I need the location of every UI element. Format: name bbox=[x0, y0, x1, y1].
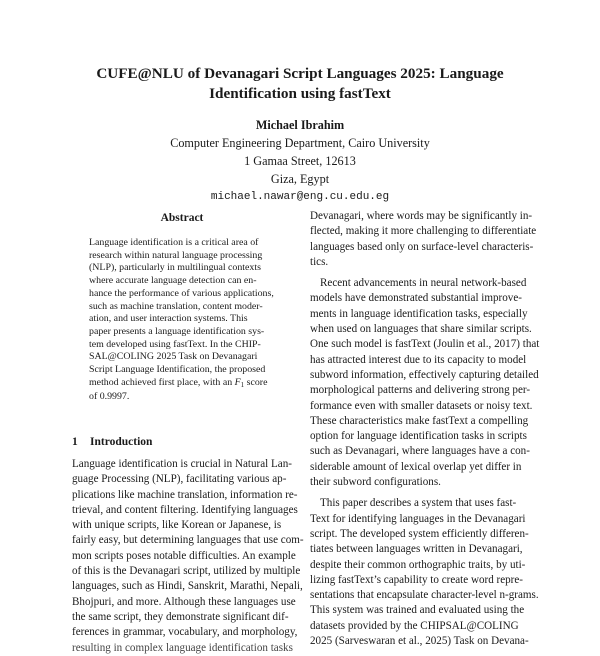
body-line: script. The developed system efficiently differen- bbox=[310, 527, 529, 540]
body-line: languages, such as Hindi, Sanskrit, Marathi, Nepali, bbox=[72, 580, 303, 593]
abstract-line: ation, and user interaction systems. This bbox=[89, 313, 248, 325]
body-line: Devanagari, where words may be significantly in- bbox=[310, 210, 533, 222]
title-line: Identification using fastText bbox=[209, 85, 391, 102]
body-line: with unique scripts, like Korean or Japanese, is bbox=[72, 519, 282, 532]
author-street: 1 Gamaa Street, 12613 bbox=[244, 154, 356, 168]
abstract-body bbox=[89, 237, 275, 404]
abstract-line: of 0.9997. bbox=[89, 391, 130, 403]
abstract-line-score bbox=[89, 377, 275, 392]
body-line: guage Processing (NLP), facilitating various ap- bbox=[72, 473, 287, 486]
body-line: lizing fastText’s capability to create word repre- bbox=[310, 573, 523, 586]
abstract-line: Script Language Identification, the proposed bbox=[89, 364, 266, 376]
body-line: Language identification is crucial in Natural Lan- bbox=[72, 458, 292, 470]
body-line: Text for identifying languages in the Devanagari bbox=[310, 512, 526, 525]
abstract-line: research within natural language processing bbox=[89, 249, 263, 261]
score-prefix: method achieved first place, with an bbox=[89, 376, 235, 388]
author-city: Giza, Egypt bbox=[270, 172, 330, 186]
body-line: of this is the Devanagari script, utilized by multiple bbox=[72, 565, 301, 578]
body-line: their subword configurations. bbox=[310, 476, 441, 489]
abstract-line: SAL@COLING 2025 Task on Devanagari bbox=[89, 351, 258, 363]
abstract-heading: Abstract bbox=[160, 212, 204, 224]
body-line: morphological patterns and delivering strong per- bbox=[310, 384, 531, 397]
body-line: the same script, they demonstrate significant dif- bbox=[72, 610, 289, 623]
left-column-body bbox=[72, 457, 304, 656]
abstract-line: Language identification is a critical area of bbox=[89, 237, 259, 248]
section-title: Introduction bbox=[90, 436, 153, 448]
body-line: These characteristics make fastText a compelling bbox=[310, 414, 529, 427]
body-line: mon scripts poses notable difficulties. An example bbox=[72, 549, 296, 562]
abstract-line: such as machine translation, content moder- bbox=[89, 300, 263, 312]
body-line: Bhojpuri, and more. Although these languages use bbox=[72, 595, 296, 608]
body-line: One such model is fastText (Joulin et al., 2017) that bbox=[310, 338, 540, 351]
paper-title bbox=[60, 64, 540, 104]
body-line: resulting in complex language identification tasks bbox=[72, 641, 293, 654]
body-line: trieval, and content filtering. Identifying languages bbox=[72, 503, 298, 516]
body-line: flected, making it more challenging to differentiate bbox=[310, 225, 537, 238]
f-subscript: 1 bbox=[240, 380, 245, 389]
body-line: sentations that encapsulate character-level n-grams. bbox=[310, 589, 539, 602]
author-name: Michael Ibrahim bbox=[255, 118, 345, 132]
body-line: ferences in grammar, vocabulary, and morphology, bbox=[72, 626, 298, 639]
section-heading-introduction bbox=[72, 434, 292, 450]
body-line: fairly easy, but determining languages that use com- bbox=[72, 534, 304, 547]
body-line: ments in language identification tasks, especially bbox=[310, 307, 528, 320]
abstract-line: paper presents a language identification sys- bbox=[89, 325, 265, 337]
body-line: Recent advancements in neural network-based bbox=[320, 277, 527, 290]
body-line: plications like machine translation, information re- bbox=[72, 488, 298, 501]
section-number: 1 bbox=[72, 436, 78, 448]
abstract-line: where accurate language detection can en- bbox=[89, 275, 257, 287]
abstract-line: (NLP), particularly in multilingual contexts bbox=[89, 262, 261, 274]
body-line: 2025 (Sarveswaran et al., 2025) Task on Devana- bbox=[310, 635, 529, 648]
body-line: such as Devanagari, where languages have a con- bbox=[310, 445, 530, 458]
body-line: subword information, effectively capturing detailed bbox=[310, 368, 539, 381]
author-block bbox=[60, 116, 540, 206]
body-line: languages based only on surface-level characteris- bbox=[310, 240, 534, 253]
author-affiliation: Computer Engineering Department, Cairo University bbox=[170, 136, 430, 150]
body-line: when used on languages that share similar scripts. bbox=[310, 323, 532, 336]
body-line: tics. bbox=[310, 255, 329, 268]
author-email: michael.nawar@eng.cu.edu.eg bbox=[210, 191, 390, 203]
title-line: CUFE@NLU of Devanagari Script Languages 2025: Language bbox=[96, 65, 504, 82]
body-line: This system was trained and evaluated using the bbox=[310, 604, 525, 617]
f-variable: F bbox=[234, 376, 241, 388]
right-column-body bbox=[310, 209, 540, 649]
abstract-line: tem developed using fastText. In the CHIP- bbox=[89, 338, 261, 350]
body-line: This paper describes a system that uses fast- bbox=[320, 497, 517, 510]
body-line: formance even with smaller datasets or noisy text. bbox=[310, 399, 533, 412]
body-line: has attracted interest due to its capacity to model bbox=[310, 353, 527, 366]
score-suffix: score bbox=[244, 376, 268, 388]
body-line: siderable amount of lexical overlap yet differ in bbox=[310, 460, 522, 473]
body-line: models have demonstrated substantial improve- bbox=[310, 292, 522, 305]
body-line: option for language identification tasks in scripts bbox=[310, 430, 527, 443]
body-line: tiates between languages written in Devanagari, bbox=[310, 543, 523, 556]
body-line: despite their common orthographic traits, by uti- bbox=[310, 558, 526, 571]
body-line: datasets provided by the CHIPSAL@COLING bbox=[310, 619, 519, 632]
abstract-line: hance the performance of various applications, bbox=[89, 287, 274, 299]
